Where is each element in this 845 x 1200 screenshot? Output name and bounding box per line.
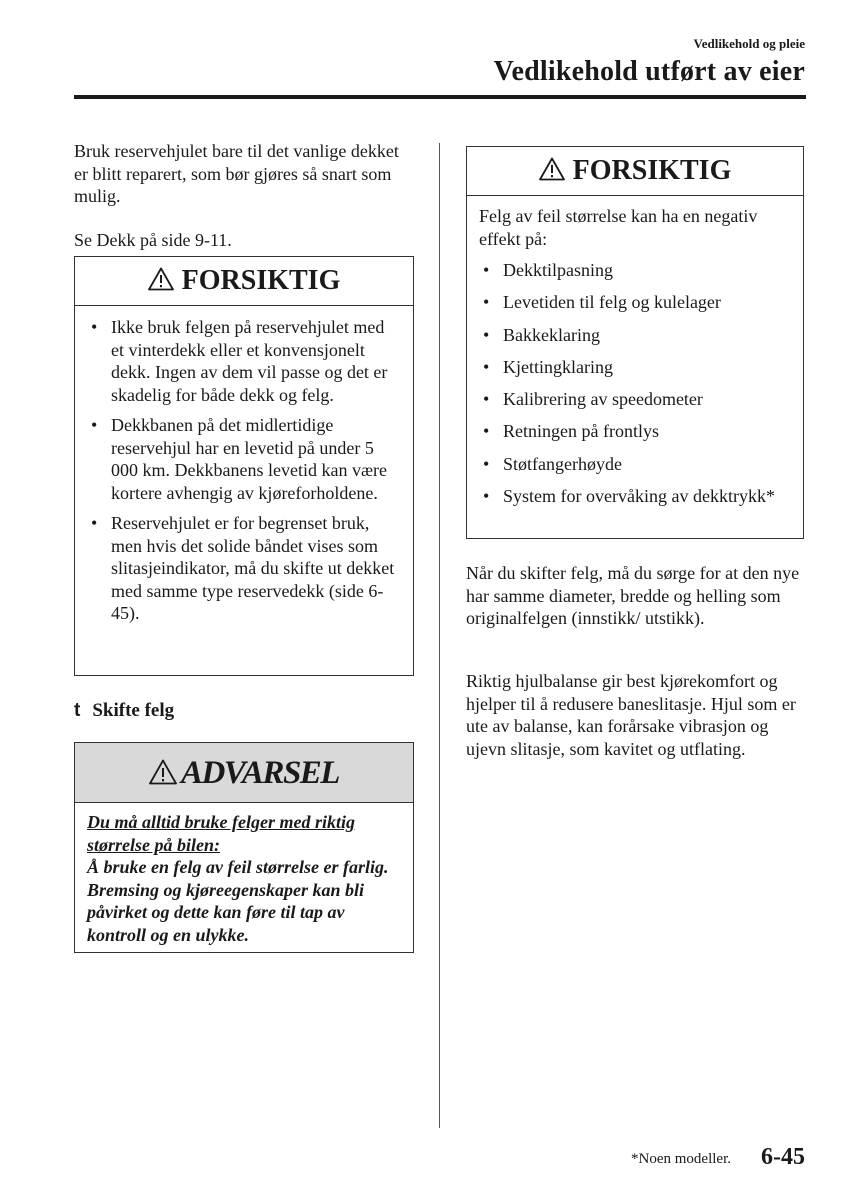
list-item: • Bakkeklaring — [479, 324, 789, 347]
caution-list — [479, 259, 789, 508]
list-item: • Dekkbanen på det midlertidige reservehjul har en levetid på under 5 000 km. Dekkbanens levetid kan være kortere avhengig av kjøreforholdene. — [87, 414, 399, 504]
caution-header — [75, 257, 413, 306]
caution-list — [87, 316, 399, 625]
warning-heading: ADVARSEL — [181, 755, 339, 791]
caution-header — [467, 147, 803, 196]
caution-body — [467, 196, 803, 516]
header-rule — [74, 95, 806, 99]
intro-paragraph: Bruk reservehjulet bare til det vanlige dekket er blitt reparert, som bør gjøres så snart som mulig. — [74, 141, 399, 206]
running-header: Vedlikehold og pleie — [693, 36, 805, 51]
list-item: • Retningen på frontlys — [479, 420, 789, 443]
list-item: • Ikke bruk felgen på reservehjulet med et vinterdekk eller et konvensjonelt dekk. Ingen av dem vil passe og det er skadelig for både dekk og felg. — [87, 316, 399, 406]
warning-text: Å bruke en felg av feil størrelse er farlig. Bremsing og kjøreegenskaper kan bli påvirket og dette kan føre til tap av kontroll og en ulykke. — [87, 857, 389, 945]
column-divider — [439, 143, 440, 1128]
list-item: • Dekktilpasning — [479, 259, 789, 282]
list-item: • Kalibrering av speedometer — [479, 388, 789, 411]
caution-heading: FORSIKTIG — [572, 155, 732, 186]
warning-box — [74, 742, 414, 953]
section-heading — [74, 700, 174, 722]
page-title: Vedlikehold utført av eier — [493, 56, 805, 87]
list-item: • Støtfangerhøyde — [479, 453, 789, 476]
paragraph-wheel-balance: Riktig hjulbalanse gir best kjørekomfort og hjelper til å redusere baneslitasje. Hjul som er ute av balanse, kan forårsake vibrasjon og ujevn slitasje, som kavitet og utflating. — [466, 671, 796, 759]
caution-heading: FORSIKTIG — [181, 265, 341, 296]
section-marker: t — [74, 700, 81, 721]
list-item: • System for overvåking av dekktrykk* — [479, 485, 789, 508]
warning-triangle-icon — [148, 267, 174, 299]
warning-triangle-icon — [149, 757, 177, 794]
caution-body — [75, 306, 413, 641]
caution-box-left — [74, 256, 414, 676]
warning-lead: Du må alltid bruke felger med riktig størrelse på bilen: — [87, 812, 355, 855]
warning-triangle-icon — [539, 157, 565, 189]
section-title: Skifte felg — [92, 700, 175, 721]
warning-body — [75, 803, 413, 956]
footnote: *Noen modeller. — [631, 1151, 731, 1167]
list-item: • Levetiden til felg og kulelager — [479, 291, 789, 314]
page-number: 6-45 — [761, 1144, 805, 1170]
see-also-text: Se Dekk på side 9-11. — [74, 230, 232, 250]
caution-box-right — [466, 146, 804, 539]
list-item: • Kjettingklaring — [479, 356, 789, 379]
list-item: • Reservehjulet er for begrenset bruk, men hvis det solide båndet vises som slitasjeindikator, må du skifte ut dekket med samme type reservedekk (side 6-45). — [87, 512, 399, 625]
warning-header — [75, 743, 413, 803]
paragraph-rim-size: Når du skifter felg, må du sørge for at den nye har samme diameter, bredde og helling som originalfelgen (innstikk/ utstikk). — [466, 563, 800, 628]
caution-intro: Felg av feil størrelse kan ha en negativ effekt på: — [479, 206, 758, 249]
